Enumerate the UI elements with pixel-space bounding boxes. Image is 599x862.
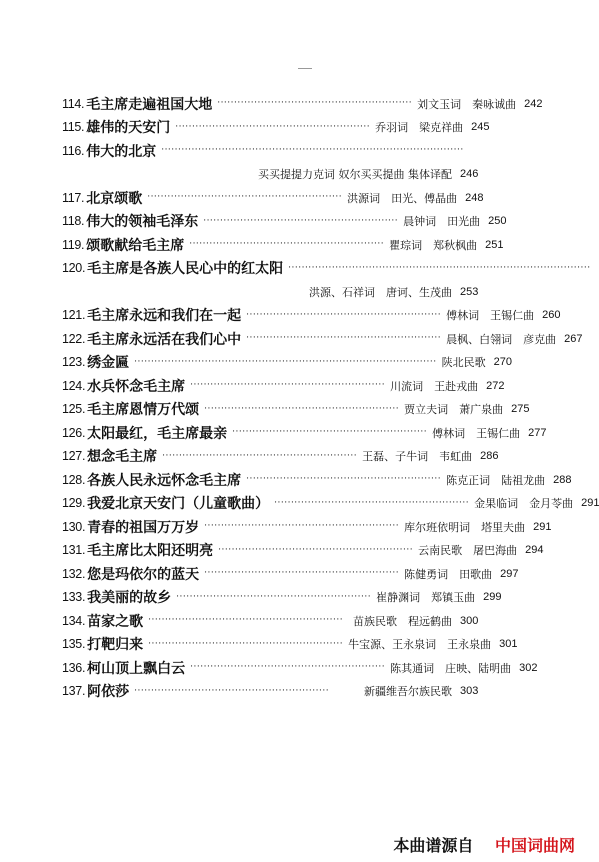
leader-dots: ·························································· [204, 521, 400, 532]
song-title[interactable]: 雄伟的天安门 [86, 120, 171, 137]
song-credits: 苗族民歌 程远鹤曲 [353, 614, 452, 628]
entry-number: 137. [62, 684, 86, 699]
entry-number: 127. [62, 449, 86, 464]
song-credits: 新疆维吾尔族民歌 [364, 685, 452, 699]
toc-entry[interactable] [62, 562, 519, 586]
song-title[interactable]: 颂歌献给毛主席 [86, 237, 185, 254]
page-number: 291 [533, 520, 552, 533]
entry-number: 120. [62, 261, 86, 276]
entry-number: 116. [62, 143, 85, 158]
entry-number: 132. [62, 566, 86, 581]
song-title[interactable]: 想念毛主席 [87, 449, 158, 466]
leader-dots: ·························································· [246, 474, 442, 485]
song-title[interactable]: 柯山顶上飘白云 [87, 660, 186, 677]
toc-entry[interactable] [62, 421, 547, 445]
entry-number: 117. [62, 190, 85, 205]
toc-entry[interactable] [62, 210, 507, 234]
toc-entry[interactable] [62, 515, 552, 539]
song-title[interactable]: 我美丽的故乡 [87, 590, 172, 607]
watermark-site-link[interactable]: 中国词曲网 [494, 836, 575, 855]
song-credits: 陈其通词 庄映、陆明曲 [390, 661, 512, 675]
song-credits: 傅林词 王锡仁曲 [446, 309, 535, 323]
song-credits: 贾立夫词 萧广泉曲 [404, 403, 504, 417]
song-credits: 买买提提力克词 奴尔买买提曲 集体译配 [258, 168, 452, 182]
page-number: 251 [485, 238, 504, 251]
song-title[interactable]: 伟大的北京 [86, 143, 157, 160]
toc-entry[interactable] [62, 327, 583, 351]
toc-entry[interactable] [62, 609, 482, 633]
entry-number: 133. [62, 590, 86, 605]
song-title[interactable]: 阿依莎 [87, 684, 130, 701]
toc-entry[interactable] [62, 492, 599, 516]
entry-number: 129. [62, 496, 86, 511]
toc-entry[interactable] [62, 186, 482, 210]
leader-dots: ·························································· [134, 685, 330, 696]
leader-dots: ·························································· [147, 192, 343, 203]
song-credits: 崔静渊词 郑镇玉曲 [376, 591, 476, 605]
leader-dots: ·························································· [148, 615, 344, 626]
page-number: 291 [581, 497, 599, 510]
toc-entry[interactable] [62, 398, 530, 422]
song-title[interactable]: 毛主席是各族人民心中的红太阳 [87, 261, 284, 278]
page-number: 294 [525, 544, 544, 557]
song-title[interactable]: 毛主席比太阳还明亮 [87, 543, 214, 560]
song-title[interactable]: 伟大的领袖毛泽东 [86, 214, 199, 231]
page-number: 301 [499, 638, 518, 651]
entry-number: 119. [62, 237, 85, 252]
page-number: 275 [511, 403, 530, 416]
song-credits: 陈克正词 陆祖龙曲 [446, 473, 546, 487]
leader-dots: ·························································· [232, 427, 428, 438]
leader-dots: ·························································· [148, 638, 344, 649]
scan-mark [298, 68, 312, 69]
leader-dots: ·························································· [189, 239, 385, 250]
song-title[interactable]: 北京颂歌 [86, 190, 143, 207]
toc-entry[interactable] [62, 233, 504, 257]
entry-number: 131. [62, 543, 86, 558]
leader-dots: ·························································· [246, 333, 442, 344]
page-number: 245 [471, 121, 490, 134]
song-title[interactable]: 青春的祖国万万岁 [87, 519, 200, 536]
leader-dots: ·························································································· [161, 145, 464, 156]
leader-dots: ·························································· [217, 98, 413, 109]
toc-entry[interactable] [62, 257, 591, 304]
source-watermark[interactable] [393, 833, 575, 856]
page-number: 267 [564, 332, 583, 345]
entry-number: 135. [62, 637, 86, 652]
leader-dots: ·························································· [204, 403, 400, 414]
entry-number: 115. [62, 120, 85, 135]
entry-number: 125. [62, 402, 86, 417]
song-credits: 洪源词 田光、傅晶曲 [347, 191, 458, 205]
toc-entry[interactable] [62, 374, 505, 398]
entry-number: 136. [62, 660, 86, 675]
page-number: 297 [500, 567, 519, 580]
entry-number: 134. [62, 613, 86, 628]
song-credits: 乔羽词 梁克祥曲 [375, 121, 464, 135]
song-credits: 傅林词 王锡仁曲 [432, 426, 521, 440]
entry-number: 122. [62, 331, 86, 346]
page-number: 260 [542, 309, 561, 322]
page-number: 250 [488, 215, 507, 228]
song-credits: 库尔班依明词 塔里夫曲 [404, 520, 526, 534]
song-credits: 陕北民歌 [441, 356, 486, 370]
song-title[interactable]: 水兵怀念毛主席 [87, 378, 186, 395]
entry-number: 118. [62, 214, 85, 229]
table-of-contents [62, 92, 599, 703]
song-credits: 晨钟词 田光曲 [403, 215, 481, 229]
leader-dots: ·························································· [190, 380, 386, 391]
leader-dots: ·························································· [204, 568, 400, 579]
toc-entry[interactable] [62, 586, 502, 610]
song-credits: 陈健勇词 田歌曲 [404, 567, 493, 581]
watermark-source-text: 本曲谱源自 [393, 836, 474, 855]
song-title[interactable]: 毛主席恩情万代颂 [87, 402, 200, 419]
page-number: 299 [483, 591, 502, 604]
page-number: 246 [460, 168, 479, 181]
toc-entry[interactable] [62, 304, 561, 328]
song-credits: 王磊、子牛词 韦虹曲 [362, 450, 473, 464]
toc-entry[interactable] [62, 116, 490, 140]
page-number: 303 [460, 685, 479, 698]
page-number: 302 [519, 661, 538, 674]
leader-dots: ·························································· [162, 450, 358, 461]
page-number: 253 [460, 285, 479, 298]
entry-number: 130. [62, 519, 86, 534]
leader-dots: ·························································· [274, 497, 470, 508]
song-title[interactable]: 您是玛依尔的蓝天 [87, 566, 200, 583]
song-credits: 川流词 王赴戎曲 [390, 379, 479, 393]
toc-entry[interactable] [62, 445, 499, 469]
song-credits: 云南民歌 屠巴海曲 [418, 544, 518, 558]
leader-dots: ·························································· [218, 544, 414, 555]
song-credits: 刘文玉词 秦咏诚曲 [417, 97, 517, 111]
entry-number: 128. [62, 472, 86, 487]
toc-entry[interactable] [62, 633, 518, 657]
leader-dots: ·························································· [175, 121, 371, 132]
toc-entry[interactable] [62, 139, 482, 186]
leader-dots: ·························································· [176, 591, 372, 602]
song-credits: 洪源、石祥词 唐诃、生茂曲 [309, 285, 452, 299]
song-title[interactable]: 太阳最红，毛主席最亲 [87, 425, 228, 442]
song-title[interactable]: 毛主席走遍祖国大地 [86, 96, 213, 113]
song-title[interactable]: 绣金匾 [87, 355, 130, 372]
leader-dots: ·························································································· [134, 356, 437, 367]
song-title[interactable]: 打靶归来 [87, 637, 144, 654]
toc-entry[interactable] [62, 351, 512, 375]
page-number: 270 [493, 356, 512, 369]
song-title[interactable]: 毛主席永远和我们在一起 [87, 308, 242, 325]
leader-dots: ·························································· [203, 215, 399, 226]
song-credits: 瞿琮词 郑秋枫曲 [389, 238, 478, 252]
leader-dots: ·························································· [190, 662, 386, 673]
entry-number: 124. [62, 378, 86, 393]
entry-number: 121. [62, 308, 86, 323]
song-credits: 晨枫、白翎词 彦克曲 [446, 332, 557, 346]
page-number: 277 [528, 426, 547, 439]
toc-entry[interactable] [62, 468, 572, 492]
song-title[interactable]: 各族人民永远怀念毛主席 [87, 472, 242, 489]
entry-number: 126. [62, 425, 86, 440]
toc-entry[interactable] [62, 539, 544, 563]
page-number: 248 [465, 191, 484, 204]
song-title[interactable]: 苗家之歌 [87, 613, 144, 630]
song-credits: 牛宝源、王永泉词 王永泉曲 [348, 638, 492, 652]
page-number: 288 [553, 473, 572, 486]
leader-dots: ·························································· [246, 309, 442, 320]
song-title[interactable]: 我爱北京天安门（儿童歌曲） [87, 496, 270, 513]
page-number: 300 [460, 614, 479, 627]
page-number: 272 [486, 379, 505, 392]
toc-entry[interactable] [62, 656, 538, 680]
song-title[interactable]: 毛主席永远活在我们心中 [87, 331, 242, 348]
leader-dots: ·························································································· [288, 262, 591, 273]
toc-entry[interactable] [62, 92, 543, 116]
page-number: 286 [480, 450, 499, 463]
toc-entry[interactable] [62, 680, 482, 704]
entry-number: 123. [62, 355, 86, 370]
song-credits: 金果临词 金月苓曲 [474, 497, 574, 511]
page-number: 242 [524, 97, 543, 110]
entry-number: 114. [62, 96, 85, 111]
